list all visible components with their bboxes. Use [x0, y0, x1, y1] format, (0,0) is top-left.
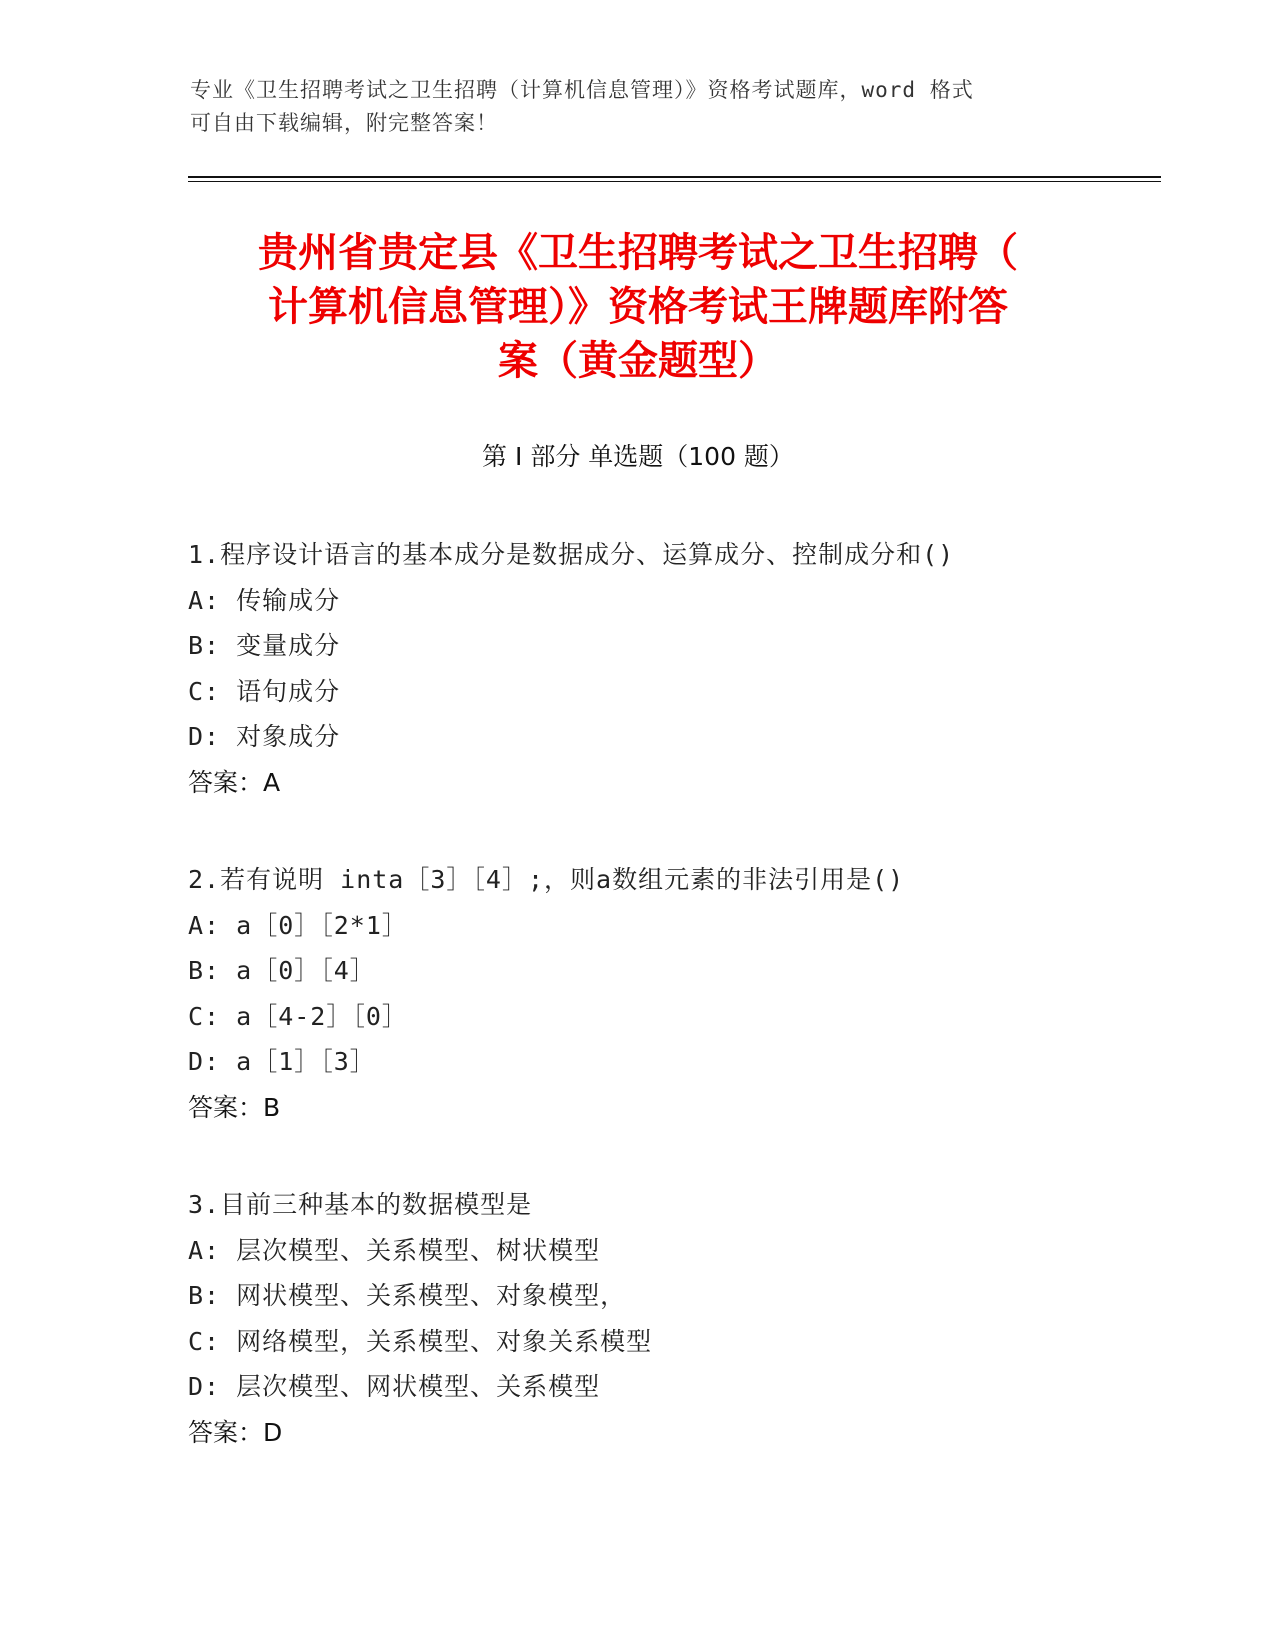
section-heading: 第 I 部分 单选题（100 题） — [482, 442, 794, 471]
option-c: C: 语句成分 — [188, 676, 341, 706]
option-d: D: 对象成分 — [188, 722, 341, 751]
option-b: B: 变量成分 — [188, 631, 341, 660]
question-item — [188, 532, 1088, 805]
question-item — [188, 857, 1088, 1130]
document-title — [188, 226, 1088, 388]
question-stem: 1.程序设计语言的基本成分是数据成分、运算成分、控制成分和() — [188, 540, 955, 569]
answer-key: 答案：B — [188, 1092, 281, 1122]
document-title-line-1: 贵州省贵定县《卫生招聘考试之卫生招聘（ — [258, 230, 1018, 276]
question-stem: 3.目前三种基本的数据模型是 — [188, 1190, 533, 1219]
header-note-line-1: 专业《卫生招聘考试之卫生招聘（计算机信息管理）》资格考试题库，word 格式 — [190, 78, 974, 102]
answer-key: 答案：A — [188, 767, 281, 797]
header-note-line-2: 可自由下载编辑，附完整答案！ — [190, 111, 498, 135]
option-d: D: a［1］［3］ — [188, 1047, 376, 1076]
option-a: A: 层次模型、关系模型、树状模型 — [188, 1235, 601, 1265]
header-divider-thick — [188, 176, 1161, 178]
option-d: D: 层次模型、网状模型、关系模型 — [188, 1372, 601, 1401]
option-a: A: 传输成分 — [188, 585, 341, 615]
option-a: A: a［0］［2*1］ — [188, 910, 408, 940]
question-item — [188, 1182, 1088, 1455]
header-note — [190, 74, 1090, 140]
answer-key: 答案：D — [188, 1417, 283, 1447]
document-title-line-2: 计算机信息管理）》资格考试王牌题库附答 — [268, 284, 1008, 330]
option-c: C: 网络模型，关系模型、对象关系模型 — [188, 1326, 653, 1356]
option-b: B: 网状模型、关系模型、对象模型， — [188, 1281, 627, 1310]
header-divider-thin — [188, 181, 1161, 182]
question-list — [188, 532, 1088, 1507]
option-c: C: a［4-2］［0］ — [188, 1001, 408, 1031]
option-b: B: a［0］［4］ — [188, 956, 376, 985]
question-stem: 2.若有说明 inta［3］［4］;，则a数组元素的非法引用是() — [188, 865, 905, 894]
document-title-line-3: 案（黄金题型） — [498, 338, 778, 384]
